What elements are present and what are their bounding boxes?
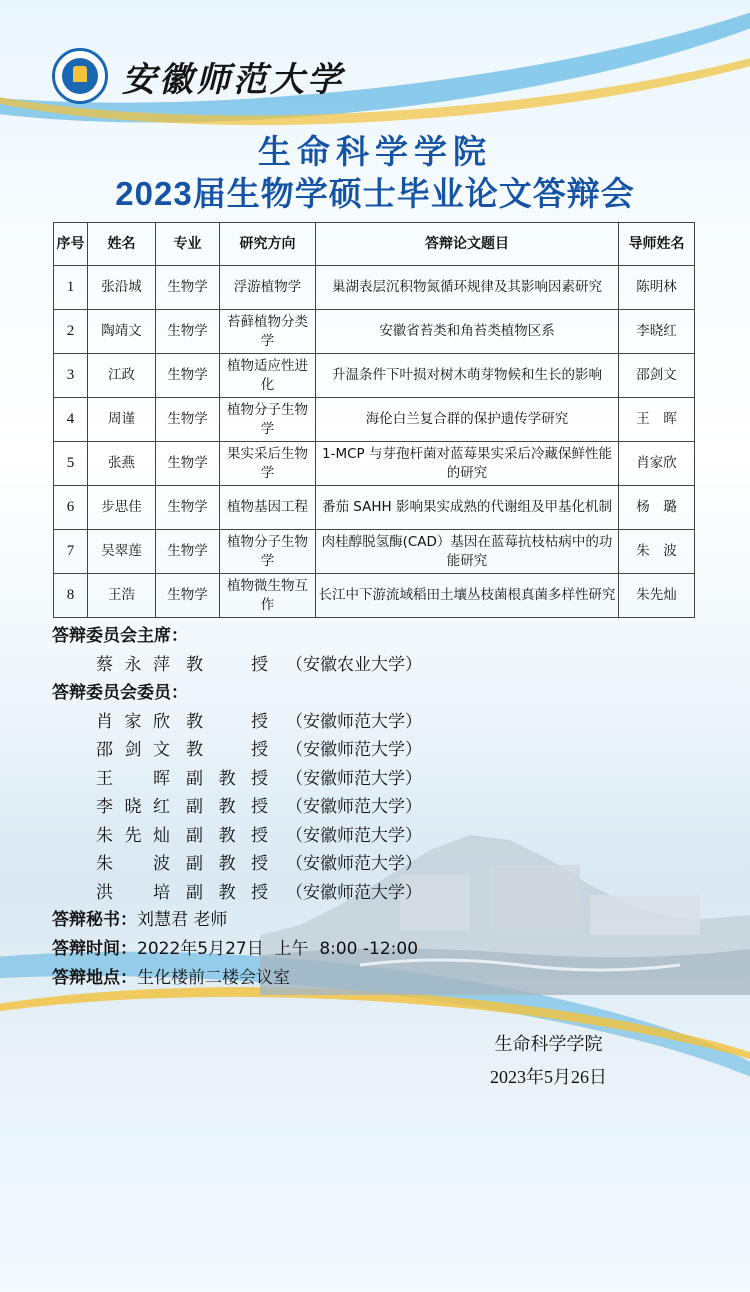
table-row <box>54 310 695 354</box>
secretary-value: 刘慧君 老师 <box>137 910 228 930</box>
member-name: 朱波 <box>96 854 170 874</box>
student-name: 陶靖文 <box>88 310 156 354</box>
research-direction: 植物分子生物学 <box>220 530 316 574</box>
defense-info <box>52 906 418 993</box>
member-entry <box>52 850 422 879</box>
member-org: （安徽师范大学） <box>286 797 422 817</box>
advisor-name: 王 晖 <box>619 398 695 442</box>
row-number: 5 <box>54 442 88 486</box>
student-name: 步思佳 <box>88 486 156 530</box>
table-header-row <box>54 223 695 266</box>
advisor-name: 肖家欣 <box>619 442 695 486</box>
chair-label: 答辩委员会主席： <box>52 626 188 646</box>
defense-committee <box>52 622 422 907</box>
page-title: 生命科学学院 <box>258 133 492 170</box>
major: 生物学 <box>156 530 220 574</box>
student-name: 江政 <box>88 354 156 398</box>
advisor-name: 朱先灿 <box>619 574 695 618</box>
member-rank: 教授 <box>186 654 268 675</box>
university-name: 安徽师范大学 <box>122 59 344 100</box>
issuing-org: 生命科学学院 <box>494 1034 603 1054</box>
major: 生物学 <box>156 266 220 310</box>
secretary-line <box>52 906 418 935</box>
thesis-topic: 肉桂醇脱氢酶(CAD）基因在蓝莓抗枝枯病中的功能研究 <box>316 530 619 574</box>
row-number: 2 <box>54 310 88 354</box>
column-header: 专业 <box>156 223 220 266</box>
row-number: 1 <box>54 266 88 310</box>
thesis-topic: 安徽省苔类和角苔类植物区系 <box>316 310 619 354</box>
member-rank: 副教授 <box>186 768 268 789</box>
time-line <box>52 935 418 964</box>
time-label: 答辩时间： <box>52 939 137 959</box>
defense-schedule-table <box>53 222 695 618</box>
member-rank: 教授 <box>186 740 268 760</box>
member-rank: 副教授 <box>186 797 268 817</box>
member-name: 蔡永萍 <box>96 654 170 675</box>
advisor-name: 邵剑文 <box>619 354 695 398</box>
member-rank: 教授 <box>186 711 268 732</box>
member-rank: 副教授 <box>186 854 268 874</box>
thesis-topic: 巢湖表层沉积物氮循环规律及其影响因素研究 <box>316 266 619 310</box>
member-rank: 副教授 <box>186 825 268 846</box>
table-row <box>54 266 695 310</box>
major: 生物学 <box>156 398 220 442</box>
secretary-label: 答辩秘书： <box>52 910 137 930</box>
member-org: （安徽师范大学） <box>286 882 422 903</box>
row-number: 3 <box>54 354 88 398</box>
member-org: （安徽农业大学） <box>286 654 422 675</box>
table-row <box>54 354 695 398</box>
thesis-topic: 海伦白兰复合群的保护遗传学研究 <box>316 398 619 442</box>
thesis-topic: 1-MCP 与芽孢杆菌对蓝莓果实采后冷藏保鲜性能的研究 <box>316 442 619 486</box>
research-direction: 苔藓植物分类学 <box>220 310 316 354</box>
column-header: 序号 <box>54 223 88 266</box>
major: 生物学 <box>156 442 220 486</box>
student-name: 周谨 <box>88 398 156 442</box>
page-subtitle: 2023届生物学硕士毕业论文答辩会 <box>115 175 635 212</box>
research-direction: 浮游植物学 <box>220 266 316 310</box>
table-row <box>54 442 695 486</box>
member-entry <box>52 765 422 794</box>
research-direction: 果实采后生物学 <box>220 442 316 486</box>
member-entry <box>52 736 422 765</box>
chair-entry <box>52 651 422 680</box>
thesis-topic: 番茄 SAHH 影响果实成熟的代谢组及甲基化机制 <box>316 486 619 530</box>
research-direction: 植物基因工程 <box>220 486 316 530</box>
column-header: 姓名 <box>88 223 156 266</box>
table-row <box>54 530 695 574</box>
member-org: （安徽师范大学） <box>286 740 422 760</box>
place-line <box>52 964 418 993</box>
major: 生物学 <box>156 574 220 618</box>
member-org: （安徽师范大学） <box>286 854 422 874</box>
advisor-name: 陈明林 <box>619 266 695 310</box>
table-row <box>54 486 695 530</box>
university-header <box>52 48 344 104</box>
column-header: 研究方向 <box>220 223 316 266</box>
university-seal-icon <box>52 48 108 104</box>
table-row <box>54 398 695 442</box>
advisor-name: 朱 波 <box>619 530 695 574</box>
member-name: 肖家欣 <box>96 711 170 732</box>
member-rank: 副教授 <box>186 882 268 903</box>
column-header: 导师姓名 <box>619 223 695 266</box>
member-org: （安徽师范大学） <box>286 825 422 846</box>
member-org: （安徽师范大学） <box>286 768 422 789</box>
thesis-topic: 长江中下游流域稻田土壤丛枝菌根真菌多样性研究 <box>316 574 619 618</box>
major: 生物学 <box>156 354 220 398</box>
signature-block <box>490 1028 607 1094</box>
member-name: 朱先灿 <box>96 825 170 846</box>
column-header: 答辩论文题目 <box>316 223 619 266</box>
advisor-name: 李晓红 <box>619 310 695 354</box>
research-direction: 植物分子生物学 <box>220 398 316 442</box>
table-row <box>54 574 695 618</box>
advisor-name: 杨 璐 <box>619 486 695 530</box>
time-value: 2022年5月27日 上午 8:00 -12:00 <box>137 939 419 959</box>
student-name: 王浩 <box>88 574 156 618</box>
member-entry <box>52 879 422 908</box>
place-label: 答辩地点： <box>52 968 137 988</box>
major: 生物学 <box>156 486 220 530</box>
student-name: 张沿城 <box>88 266 156 310</box>
research-direction: 植物适应性进化 <box>220 354 316 398</box>
members-label: 答辩委员会委员： <box>52 683 188 703</box>
student-name: 张燕 <box>88 442 156 486</box>
thesis-topic: 升温条件下叶损对树木萌芽物候和生长的影响 <box>316 354 619 398</box>
research-direction: 植物微生物互作 <box>220 574 316 618</box>
row-number: 4 <box>54 398 88 442</box>
member-entry <box>52 793 422 822</box>
student-name: 吴翠莲 <box>88 530 156 574</box>
member-name: 洪培 <box>96 882 170 903</box>
member-entry <box>52 822 422 851</box>
place-value: 生化楼前二楼会议室 <box>137 968 290 988</box>
major: 生物学 <box>156 310 220 354</box>
row-number: 6 <box>54 486 88 530</box>
member-name: 邵剑文 <box>96 740 170 760</box>
issue-date: 2023年5月26日 <box>490 1067 607 1087</box>
member-entry <box>52 708 422 737</box>
row-number: 8 <box>54 574 88 618</box>
member-name: 李晓红 <box>96 797 170 817</box>
row-number: 7 <box>54 530 88 574</box>
member-name: 王晖 <box>96 768 170 789</box>
member-org: （安徽师范大学） <box>286 711 422 732</box>
